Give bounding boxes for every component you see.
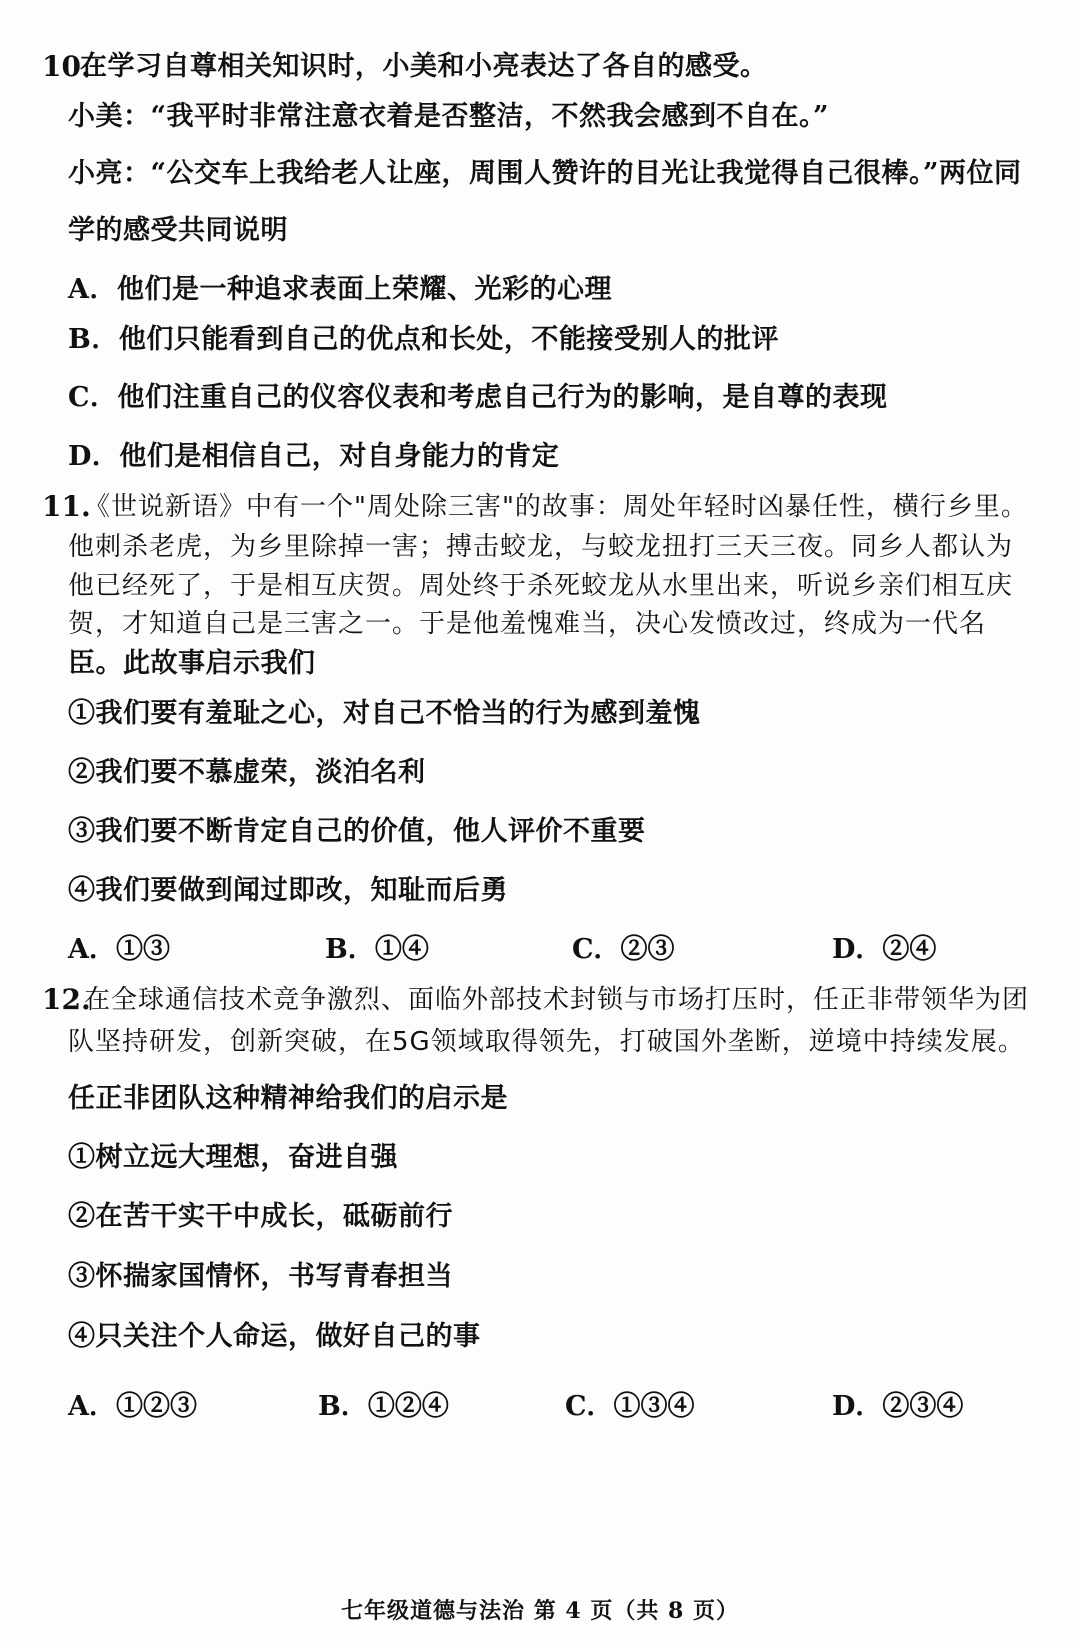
question-11-statement-2: ②我们要不慕虚荣，淡泊名利 [68, 757, 426, 788]
question-10-stem: 在学习自尊相关知识时，小美和小亮表达了各自的感受。 [80, 51, 768, 82]
question-10-line: 学的感受共同说明 [68, 215, 288, 246]
question-12-option-d: D．②③④ [832, 1391, 964, 1422]
question-11-statement-4: ④我们要做到闻过即改，知耻而后勇 [68, 875, 508, 906]
page-footer: 七年级道德与法治 第 4 页（共 8 页） [341, 1598, 739, 1624]
question-12-option-a: A．①②③ [68, 1391, 197, 1422]
question-10-option-b: B．他们只能看到自己的优点和长处，不能接受别人的批评 [68, 324, 779, 355]
question-10-option-d: D．他们是相信自己，对自身能力的肯定 [68, 441, 560, 472]
question-11-option-c: C．②③ [572, 934, 675, 965]
question-11-line: 臣。此故事启示我们 [68, 648, 316, 679]
question-12-statement-4: ④只关注个人命运，做好自己的事 [68, 1321, 481, 1352]
question-10-option-a: A．他们是一种追求表面上荣耀、光彩的心理 [68, 274, 612, 305]
question-11-option-b: B．①④ [325, 934, 429, 965]
question-12-option-c: C．①③④ [565, 1391, 695, 1422]
question-11-number: 11. [42, 490, 91, 523]
question-10-line: 小亮：“公交车上我给老人让座，周围人赞许的目光让我觉得自己很棒。”两位同 [68, 158, 1022, 189]
question-12-line: 队坚持研发，创新突破，在5G领域取得领先，打破国外垄断，逆境中持续发展。 [68, 1027, 1025, 1057]
question-11-line: 他刺杀老虎，为乡里除掉一害；搏击蛟龙，与蛟龙扭打三天三夜。同乡人都认为 [68, 532, 1014, 562]
question-12-number: 12. [42, 983, 91, 1016]
question-11-line: 他已经死了，于是相互庆贺。周处终于杀死蛟龙从水里出来，听说乡亲们相互庆 [68, 571, 1014, 601]
question-12-statement-2: ②在苦干实干中成长，砥砺前行 [68, 1201, 453, 1232]
question-11-line: 贺，才知道自己是三害之一。于是他羞愧难当，决心发愤改过，终成为一代名 [68, 609, 987, 639]
question-12-line: 任正非团队这种精神给我们的启示是 [68, 1083, 508, 1114]
question-11-statement-1: ①我们要有羞耻之心，对自己不恰当的行为感到羞愧 [68, 698, 701, 729]
question-11-statement-3: ③我们要不断肯定自己的价值，他人评价不重要 [68, 816, 646, 847]
question-10-line: 小美：“我平时非常注意衣着是否整洁，不然我会感到不自在。” [68, 101, 830, 132]
question-12-statement-3: ③怀揣家国情怀，书写青春担当 [68, 1261, 453, 1292]
question-11-option-d: D．②④ [832, 934, 937, 965]
question-12-line: 在全球通信技术竞争激烈、面临外部技术封锁与市场打压时，任正非带领华为团 [84, 985, 1030, 1015]
question-12-statement-1: ①树立远大理想，奋进自强 [68, 1142, 398, 1173]
question-11-option-a: A．①③ [68, 934, 170, 965]
question-10-number: 10. [42, 50, 91, 83]
question-10-option-c: C．他们注重自己的仪容仪表和考虑自己行为的影响，是自尊的表现 [68, 382, 888, 413]
question-12-option-b: B．①②④ [318, 1391, 449, 1422]
question-11-line: 《世说新语》中有一个"周处除三害"的故事：周处年轻时凶暴任性，横行乡里。 [84, 492, 1028, 522]
